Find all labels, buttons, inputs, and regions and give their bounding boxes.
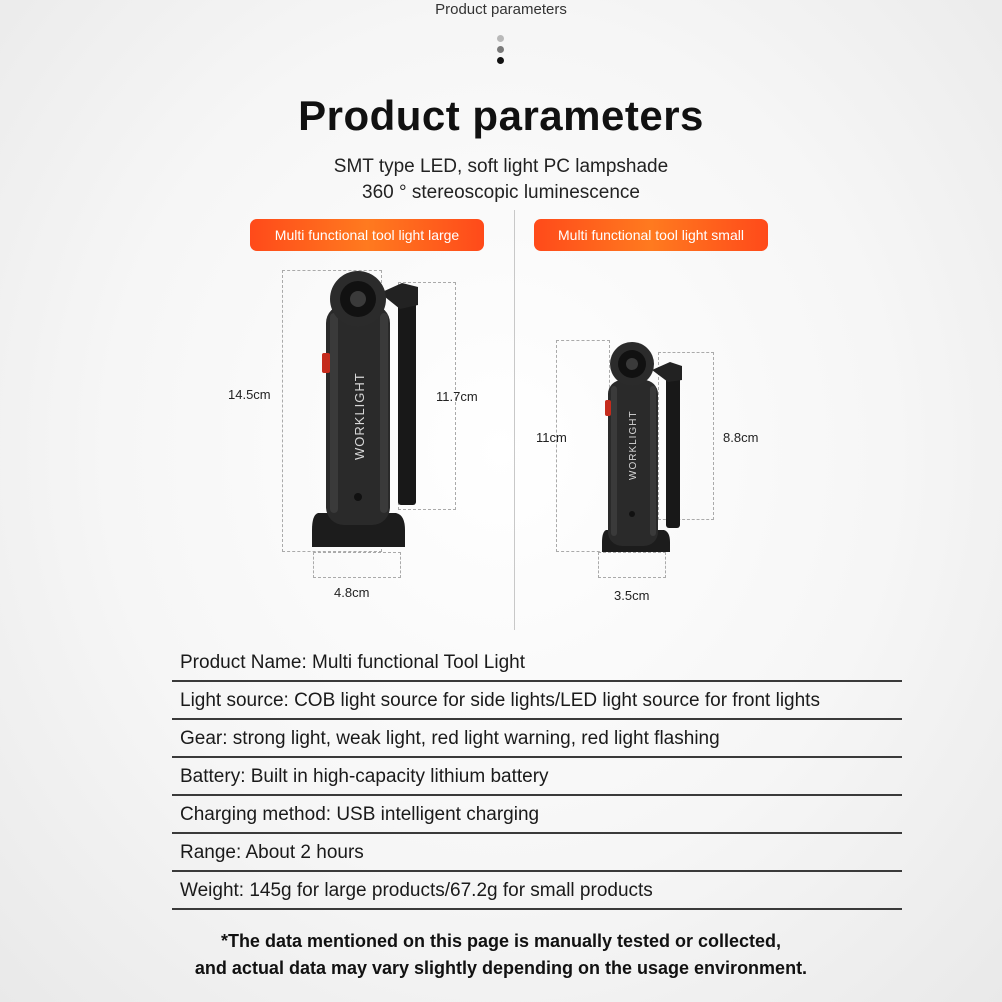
large-brand-text: WORKLIGHT [352, 372, 367, 460]
param-product-name: Product Name: Multi functional Tool Light [172, 644, 902, 682]
badge-small: Multi functional tool light small [534, 219, 768, 251]
param-light-source: Light source: COB light source for side lights/LED light source for front lights [172, 682, 902, 720]
subtitle [0, 154, 1002, 206]
subtitle-line-2: 360 ° stereoscopic luminescence [362, 182, 640, 203]
param-gear: Gear: strong light, weak light, red light warning, red light flashing [172, 720, 902, 758]
center-divider [514, 210, 515, 630]
large-worklight-image [300, 265, 440, 555]
small-brand-text: WORKLIGHT [628, 410, 639, 480]
large-height-body: 11.7cm [436, 389, 478, 404]
param-weight: Weight: 145g for large products/67.2g for small products [172, 872, 902, 910]
small-height-body: 8.8cm [723, 430, 759, 445]
top-label: Product parameters [435, 1, 567, 18]
params-list [172, 644, 902, 910]
dot-icon [497, 46, 504, 53]
dot-icon [497, 35, 504, 42]
small-width: 3.5cm [614, 588, 650, 603]
large-width-guide [313, 552, 401, 578]
large-width: 4.8cm [334, 585, 370, 600]
param-range: Range: About 2 hours [172, 834, 902, 872]
subtitle-line-1: SMT type LED, soft light PC lampshade [333, 156, 669, 177]
page-title: Product parameters [298, 92, 704, 139]
separator-dots [497, 35, 505, 68]
large-height-total: 14.5cm [228, 387, 271, 402]
param-charging: Charging method: USB intelligent charging [172, 796, 902, 834]
footnote-line-1: *The data mentioned on this page is manually tested or collected, [220, 931, 782, 951]
small-height-total: 11cm [536, 430, 567, 445]
param-battery: Battery: Built in high-capacity lithium battery [172, 758, 902, 796]
footnote [0, 928, 1002, 982]
badge-large: Multi functional tool light large [250, 219, 484, 251]
dot-icon [497, 57, 504, 64]
small-worklight-image [596, 338, 696, 558]
footnote-line-2: and actual data may vary slightly depending on the usage environment. [194, 958, 808, 978]
